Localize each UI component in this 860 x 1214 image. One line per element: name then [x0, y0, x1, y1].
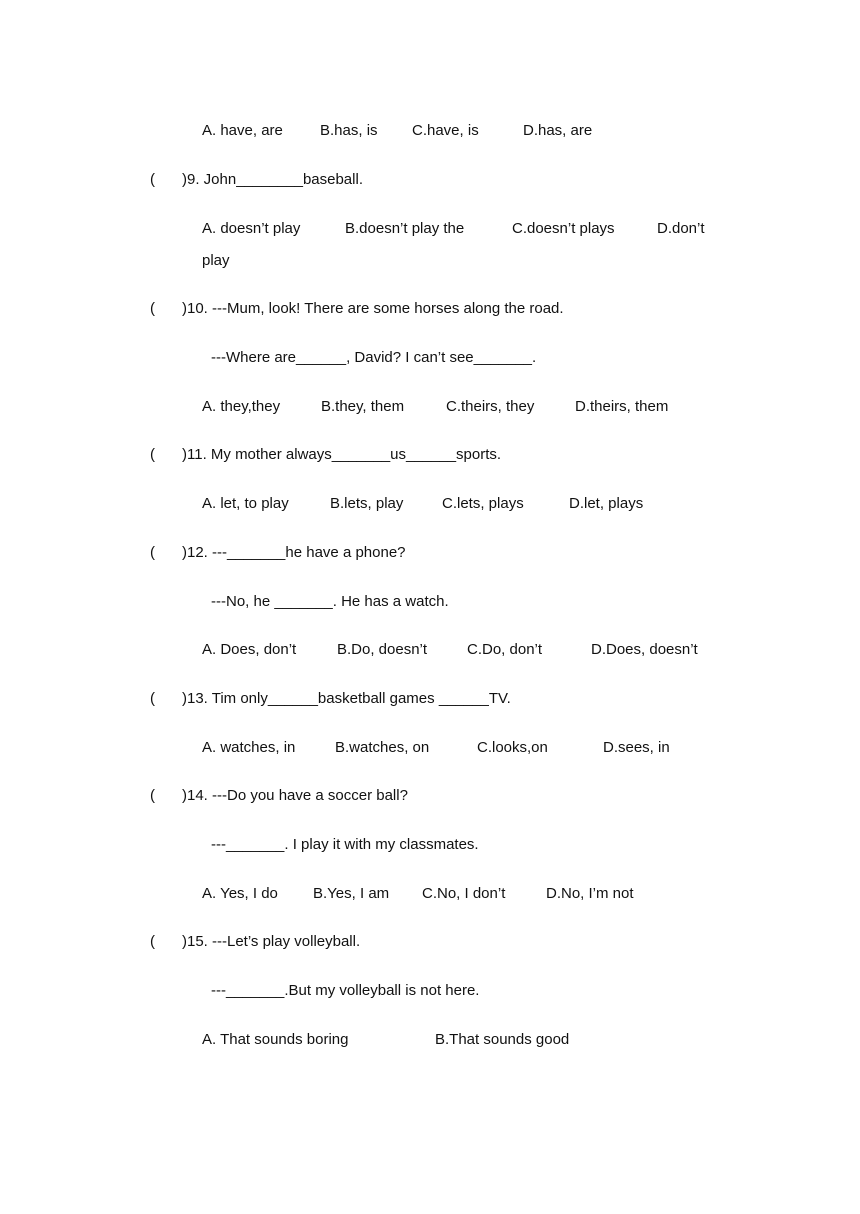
q15-option-a: A. That sounds boring — [202, 1031, 349, 1048]
question-15-stem: )15. ---Let’s play volleyball. — [182, 933, 361, 950]
answer-paren: ( — [150, 544, 155, 561]
q10-option-c: C.theirs, they — [446, 398, 535, 415]
question-12-stem-2: ---No, he _______. He has a watch. — [211, 593, 449, 610]
q13-option-a: A. watches, in — [202, 739, 296, 756]
q12-option-b: B.Do, doesn’t — [337, 641, 428, 658]
answer-paren: ( — [150, 300, 155, 317]
q9-option-a: A. doesn’t play — [202, 220, 301, 237]
question-13-stem: )13. Tim only______basketball games ______TV. — [182, 690, 511, 707]
q8-option-d: D.has, are — [523, 122, 593, 139]
answer-paren: ( — [150, 690, 155, 707]
question-14-stem-2: ---_______. I play it with my classmates. — [211, 836, 479, 853]
q14-option-d: D.No, I’m not — [546, 885, 634, 902]
answer-paren: ( — [150, 171, 155, 188]
answer-paren: ( — [150, 446, 155, 463]
q14-option-c: C.No, I don’t — [422, 885, 506, 902]
q10-option-a: A. they,they — [202, 398, 281, 415]
q14-option-a: A. Yes, I do — [202, 885, 278, 902]
question-10-stem-2: ---Where are______, David? I can’t see_______. — [211, 349, 537, 366]
q11-option-a: A. let, to play — [202, 495, 289, 512]
question-11-stem: )11. My mother always_______us______sports. — [182, 446, 502, 463]
question-9-stem: )9. John________baseball. — [182, 171, 363, 188]
q8-option-a: A. have, are — [202, 122, 283, 139]
question-12-stem: )12. ---_______he have a phone? — [182, 544, 406, 561]
question-10-stem: )10. ---Mum, look! There are some horses along the road. — [182, 300, 564, 317]
q12-option-d: D.Does, doesn’t — [591, 641, 698, 658]
q13-option-c: C.looks,on — [477, 739, 548, 756]
q13-option-d: D.sees, in — [603, 739, 670, 756]
q9-option-d: D.don’t — [657, 220, 705, 237]
answer-paren: ( — [150, 933, 155, 950]
q10-option-b: B.they, them — [321, 398, 405, 415]
q9-option-d-wrap: play — [202, 252, 230, 269]
q10-option-d: D.theirs, them — [575, 398, 669, 415]
q8-option-c: C.have, is — [412, 122, 479, 139]
q11-option-c: C.lets, plays — [442, 495, 524, 512]
q13-option-b: B.watches, on — [335, 739, 430, 756]
q11-option-b: B.lets, play — [330, 495, 404, 512]
q11-option-d: D.let, plays — [569, 495, 644, 512]
q14-option-b: B.Yes, I am — [313, 885, 390, 902]
q9-option-b: B.doesn’t play the — [345, 220, 465, 237]
q12-option-a: A. Does, don’t — [202, 641, 297, 658]
question-14-stem: )14. ---Do you have a soccer ball? — [182, 787, 408, 804]
answer-paren: ( — [150, 787, 155, 804]
q15-option-b: B.That sounds good — [435, 1031, 570, 1048]
q12-option-c: C.Do, don’t — [467, 641, 543, 658]
q8-option-b: B.has, is — [320, 122, 378, 139]
q9-option-c: C.doesn’t plays — [512, 220, 615, 237]
question-15-stem-2: ---_______.But my volleyball is not here. — [211, 982, 480, 999]
